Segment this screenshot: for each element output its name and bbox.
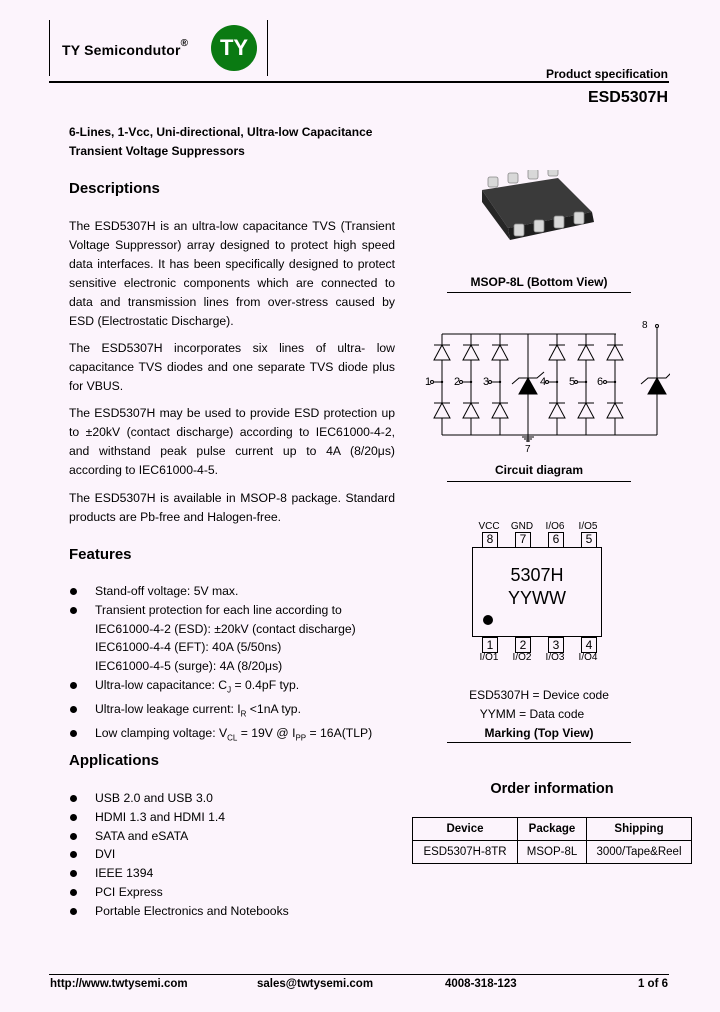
application-text: IEEE 1394	[95, 866, 154, 881]
company-name-text: TY Semicondutor	[62, 42, 181, 58]
features-list	[70, 582, 372, 749]
application-item	[70, 902, 289, 921]
chip-body	[472, 547, 602, 637]
subscript: PP	[295, 733, 307, 743]
feature-subitem	[70, 620, 372, 639]
marking-line-2: YYWW	[508, 588, 566, 608]
circuit-pin-1: 1	[425, 376, 432, 388]
feature-text: = 0.4pF typ.	[231, 677, 300, 692]
marking-line-1: 5307H	[510, 565, 564, 585]
pin-label-io3: I/O3	[545, 652, 565, 663]
pin-3: 3	[548, 637, 564, 653]
marking-note-device-code: ESD5307H = Device code	[469, 688, 609, 702]
bullet-icon	[70, 730, 77, 737]
bullet-icon	[70, 851, 77, 858]
applications-list	[70, 789, 289, 921]
bullet-icon	[70, 588, 77, 595]
pin-1: 1	[482, 637, 498, 653]
bullet-icon	[70, 607, 77, 614]
doc-type: Product specification	[545, 67, 668, 81]
circuit-caption-rule	[447, 481, 631, 482]
pin-6: 6	[548, 532, 564, 548]
circuit-pin-4: 4	[540, 376, 547, 388]
order-table-row	[413, 841, 692, 864]
column-package: Package	[518, 818, 587, 841]
company-logo	[211, 25, 257, 71]
circuit-pin-3: 3	[483, 376, 490, 388]
application-item	[70, 808, 289, 827]
circuit-pin-7: 7	[525, 444, 531, 455]
circuit-pin-2: 2	[454, 376, 461, 388]
subscript: R	[240, 709, 247, 719]
description-paragraph-3: The ESD5307H may be used to provide ESD protection up to ±20kV (contact discharge) according to IEC61000-4-2, and withstand peak pulse current up to 4A (8/20μs) according to IEC61000-4-5.	[69, 406, 395, 477]
description-paragraph-1: The ESD5307H is an ultra-low capacitance TVS (Transient Voltage Suppressor) array designed to protect high speed data interfaces. It has been specifically designed to protect sensitive electronic components which are connected to data and transmission lines from over-stress caused by ESD (Electrostatic Discharge).	[69, 219, 395, 328]
marking-caption: Marking (Top View)	[484, 726, 594, 740]
circuit-pin-8: 8	[642, 320, 648, 331]
application-text: SATA and eSATA	[95, 828, 189, 843]
pin1-dot-icon	[483, 615, 493, 625]
footer-phone: 4008-318-123	[445, 978, 517, 990]
marking-note-date-code: YYMM = Data code	[479, 707, 585, 721]
subtitle-line-1: 6-Lines, 1-Vcc, Uni-directional, Ultra-low Capacitance	[69, 125, 373, 139]
package-caption: MSOP-8L (Bottom View)	[470, 275, 608, 289]
feature-text: Low clamping voltage: V	[95, 726, 228, 741]
application-text: DVI	[95, 847, 116, 862]
feature-item	[70, 724, 372, 748]
application-text: HDMI 1.3 and HDMI 1.4	[95, 809, 226, 824]
pin-label-io6: I/O6	[545, 521, 565, 532]
feature-text: = 16A(TLP)	[306, 726, 373, 741]
product-subtitle	[69, 123, 372, 161]
feature-item	[70, 676, 372, 700]
feature-text: IEC61000-4-4 (EFT): 40A (5/50ns)	[95, 640, 282, 655]
pin-label-io5: I/O5	[578, 521, 598, 532]
column-device: Device	[413, 818, 518, 841]
pin-label-gnd: GND	[510, 521, 534, 532]
feature-text: Transient protection for each line according to	[95, 602, 342, 617]
feature-text: = 19V @ I	[237, 726, 296, 741]
marking-caption-rule	[447, 742, 631, 743]
marking-diagram	[472, 520, 602, 668]
bullet-icon	[70, 814, 77, 821]
application-item	[70, 845, 289, 864]
bullet-icon	[70, 870, 77, 877]
footer-email[interactable]: sales@twtysemi.com	[257, 978, 374, 990]
subscript: CL	[227, 733, 238, 743]
application-text: PCI Express	[95, 884, 163, 899]
cell-package: MSOP-8L	[518, 841, 587, 864]
bullet-icon	[70, 833, 77, 840]
footer-website[interactable]: http://www.twtysemi.com	[50, 978, 188, 990]
pin-4: 4	[581, 637, 597, 653]
column-shipping: Shipping	[587, 818, 692, 841]
application-item	[70, 864, 289, 883]
pin-8: 8	[482, 532, 498, 548]
msop8-package-image	[470, 170, 600, 245]
header-left-rule	[49, 20, 50, 76]
pin-label-io4: I/O4	[578, 652, 598, 663]
footer-rule	[49, 974, 669, 975]
feature-subitem	[70, 657, 372, 676]
pin-label-io1: I/O1	[479, 652, 499, 663]
company-name	[62, 38, 189, 58]
logo-text: TY	[219, 35, 249, 60]
feature-text: Ultra-low leakage current: I	[95, 702, 241, 717]
order-table-header	[413, 818, 692, 841]
feature-item	[70, 700, 372, 724]
cell-device: ESD5307H-8TR	[413, 841, 518, 864]
order-table	[412, 817, 692, 864]
feature-item	[70, 582, 372, 601]
pin-label-vcc: VCC	[478, 521, 500, 532]
subscript: J	[227, 685, 232, 695]
cell-shipping: 3000/Tape&Reel	[587, 841, 692, 864]
applications-heading: Applications	[69, 752, 160, 769]
footer-page-number: 1 of 6	[637, 978, 668, 990]
bullet-icon	[70, 706, 77, 713]
description-paragraph-4: The ESD5307H is available in MSOP-8 package. Standard products are Pb-free and Halogen-free.	[69, 491, 395, 524]
bullet-icon	[70, 795, 77, 802]
bullet-icon	[70, 889, 77, 896]
application-item	[70, 883, 289, 902]
feature-text: IEC61000-4-2 (ESD): ±20kV (contact discharge)	[95, 621, 356, 636]
circuit-pin-6: 6	[597, 376, 604, 388]
application-item	[70, 827, 289, 846]
application-text: Portable Electronics and Notebooks	[95, 903, 289, 918]
header-right-rule	[267, 20, 268, 76]
application-text: USB 2.0 and USB 3.0	[95, 791, 213, 805]
part-number: ESD5307H	[587, 89, 668, 106]
feature-text: Stand-off voltage: 5V max.	[95, 584, 239, 598]
application-item	[70, 789, 289, 808]
order-heading: Order information	[490, 781, 614, 797]
description-paragraph-2: The ESD5307H incorporates six lines of ultra- low capacitance TVS diodes and one separate TVS diode plus for VBUS.	[69, 341, 395, 393]
pin-2: 2	[515, 637, 531, 653]
feature-text: Ultra-low capacitance: C	[95, 677, 228, 692]
circuit-pin-5: 5	[569, 376, 576, 388]
header-underline	[49, 81, 669, 83]
feature-text: <1nA typ.	[246, 702, 301, 717]
feature-item	[70, 601, 372, 620]
circuit-caption: Circuit diagram	[494, 463, 584, 477]
subtitle-line-2: Transient Voltage Suppressors	[69, 144, 245, 158]
feature-subitem	[70, 638, 372, 657]
registered-mark: ®	[180, 38, 189, 49]
feature-text: IEC61000-4-5 (surge): 4A (8/20μs)	[95, 659, 283, 674]
descriptions-heading: Descriptions	[69, 180, 160, 197]
bullet-icon	[70, 908, 77, 915]
package-caption-rule	[447, 292, 631, 293]
features-heading: Features	[69, 546, 132, 563]
pin-label-io2: I/O2	[512, 652, 532, 663]
bullet-icon	[70, 682, 77, 689]
pin-7: 7	[515, 532, 531, 548]
pin-5: 5	[581, 532, 597, 548]
